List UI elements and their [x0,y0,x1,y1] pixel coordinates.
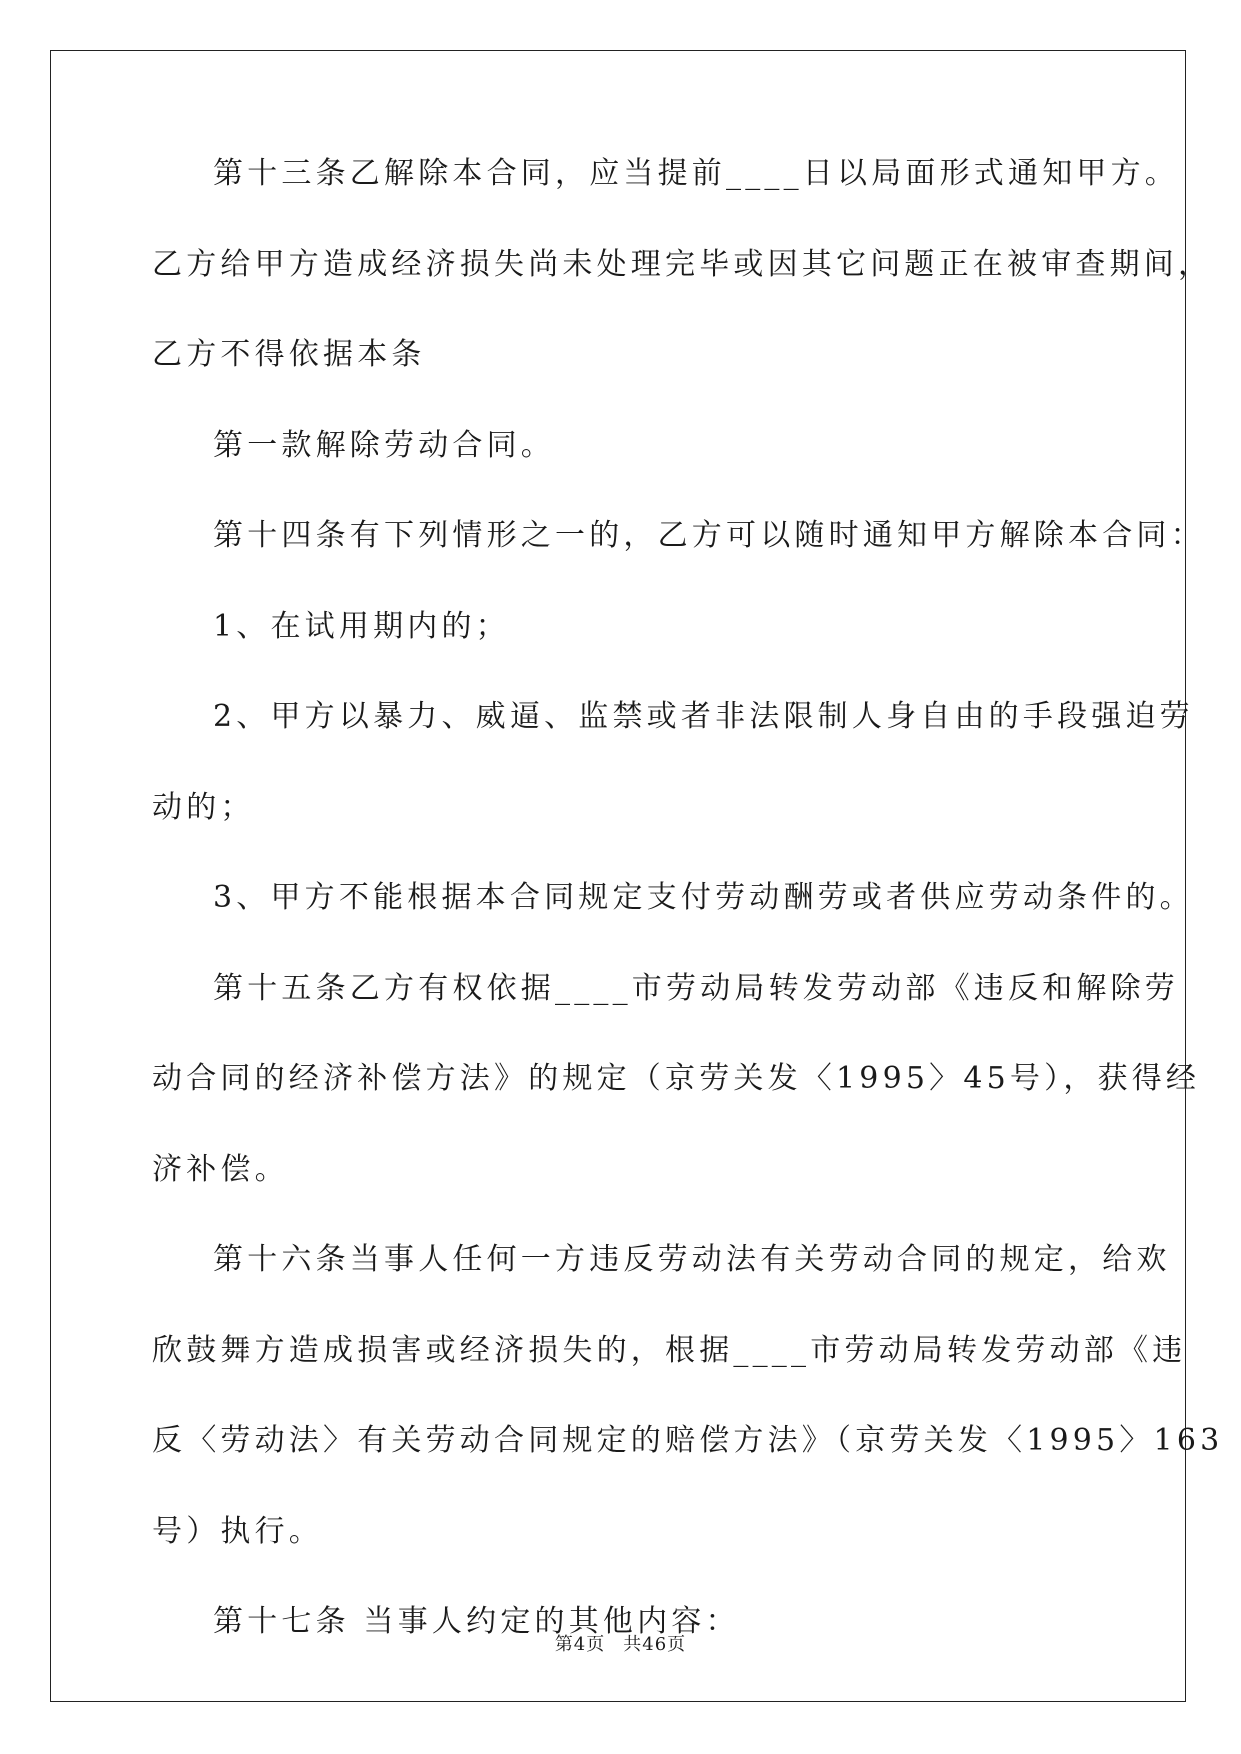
paragraph-line: 乙方不得依据本条 [152,337,426,372]
paragraph-line: 第十四条有下列情形之一的，乙方可以随时通知甲方解除本合同： [213,518,1205,553]
paragraph-line: 济补偿。 [152,1151,289,1187]
page-footer [0,1634,1241,1656]
paragraph-line: 第十七条 当事人约定的其他内容： [213,1604,740,1639]
paragraph-line: 2、甲方以暴力、威逼、监禁或者非法限制人身自由的手段强迫劳 [213,699,1194,734]
paragraph-line: 第一款解除劳动合同。 [213,427,555,463]
paragraph-line: 号）执行。 [152,1513,323,1549]
paragraph-line: 第十三条乙解除本合同，应当提前____日以局面形式通知甲方。 [213,156,1179,191]
page-number: 第4页 [554,1634,606,1655]
paragraph-line: 反〈劳动法〉有关劳动合同规定的赔偿方法》（京劳关发〈1995〉163 [152,1423,1224,1458]
page-total: 共46页 [623,1634,687,1655]
paragraph-line: 第十六条当事人任何一方违反劳动法有关劳动合同的规定，给欢 [213,1242,1171,1277]
paragraph-line: 第十五条乙方有权依据____市劳动局转发劳动部《违反和解除劳 [213,970,1179,1006]
paragraph-line: 欣鼓舞方造成损害或经济损失的，根据____市劳动局转发劳动部《违 [152,1332,1187,1368]
paragraph-line: 动合同的经济补偿方法》的规定（京劳关发〈1995〉45号），获得经 [152,1061,1201,1096]
paragraph-line: 乙方给甲方造成经济损失尚未处理完毕或因其它问题正在被审查期间， [152,246,1213,282]
paragraph-line: 1、在试用期内的； [213,608,510,644]
paragraph-line: 动的； [152,789,255,825]
document-body [152,156,1224,1697]
paragraph-line: 3、甲方不能根据本合同规定支付劳动酬劳或者供应劳动条件的。 [213,880,1194,915]
